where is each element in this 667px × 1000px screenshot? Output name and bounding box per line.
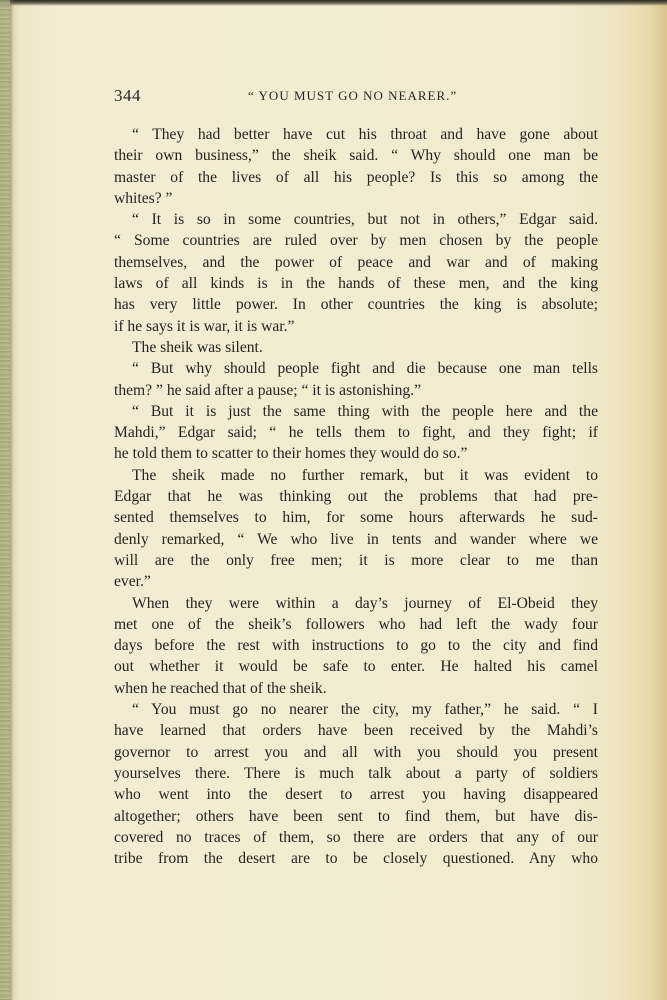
text-line: “ But why should people fight and die because one man tells: [132, 360, 598, 378]
text-line: them? ” he said after a pause; “ it is astonishing.”: [114, 381, 422, 399]
text-line: laws of all kinds is in the hands of these men, and the king: [114, 275, 598, 293]
text-line: out whether it would be safe to enter. He halted his camel: [114, 658, 598, 676]
text-line: will are the only free men; it is more clear to me than: [114, 551, 598, 569]
text-line: governor to arrest you and all with you should you present: [114, 743, 598, 761]
text-line: Mahdi,” Edgar said; “ he tells them to fight, and they fight; if: [114, 424, 598, 442]
text-line: days before the rest with instructions to go to the city and find: [114, 637, 598, 655]
text-line: their own business,” the sheik said. “ Why should one man be: [114, 147, 598, 165]
page-number: 344: [114, 86, 141, 105]
text-line: themselves, and the power of peace and war and of making: [114, 253, 598, 271]
text-line: if he says it is war, it is war.”: [114, 317, 295, 335]
text-line: have learned that orders have been received by the Mahdi’s: [114, 722, 598, 740]
page-binding-edge: [0, 0, 10, 1000]
page-header: [114, 86, 598, 110]
text-line: covered no traces of them, so there are orders that any of our: [114, 828, 598, 846]
text-line: tribe from the desert are to be closely questioned. Any who: [114, 850, 598, 868]
text-line: The sheik was silent.: [132, 338, 263, 356]
text-line: ever.”: [114, 573, 151, 591]
text-line: he told them to scatter to their homes they would do so.”: [114, 445, 468, 463]
text-line: sented themselves to him, for some hours afterwards he sud-: [114, 509, 598, 527]
text-line: who went into the desert to arrest you having disappeared: [114, 786, 598, 804]
page-gutter-shadow: [10, 0, 14, 1000]
text-line: yourselves there. There is much talk about a party of soldiers: [114, 764, 598, 782]
text-line: whites? ”: [114, 189, 173, 207]
text-line: “ Some countries are ruled over by men chosen by the people: [114, 232, 598, 250]
text-line: altogether; others have been sent to find them, but have dis-: [114, 807, 598, 825]
body-text: [114, 124, 598, 869]
text-line: “ It is so in some countries, but not in others,” Edgar said.: [132, 211, 598, 229]
text-line: The sheik made no further remark, but it was evident to: [132, 466, 598, 484]
text-line: when he reached that of the sheik.: [114, 679, 327, 697]
text-line: denly remarked, “ We who live in tents and wander where we: [114, 530, 598, 548]
text-line: Edgar that he was thinking out the problems that had pre-: [114, 488, 598, 506]
text-line: has very little power. In other countries the king is absolute;: [114, 296, 598, 314]
text-line: When they were within a day’s journey of El-Obeid they: [132, 594, 598, 612]
running-title: “ YOU MUST GO NO NEARER.”: [248, 88, 458, 103]
text-line: “ But it is just the same thing with the people here and the: [132, 402, 598, 420]
text-line: “ You must go no nearer the city, my father,” he said. “ I: [132, 701, 598, 719]
text-line: master of the lives of all his people? Is this so among the: [114, 168, 598, 186]
page-top-edge: [0, 0, 667, 6]
text-line: “ They had better have cut his throat and have gone about: [132, 126, 598, 143]
text-line: met one of the sheik’s followers who had left the wady four: [114, 615, 598, 633]
